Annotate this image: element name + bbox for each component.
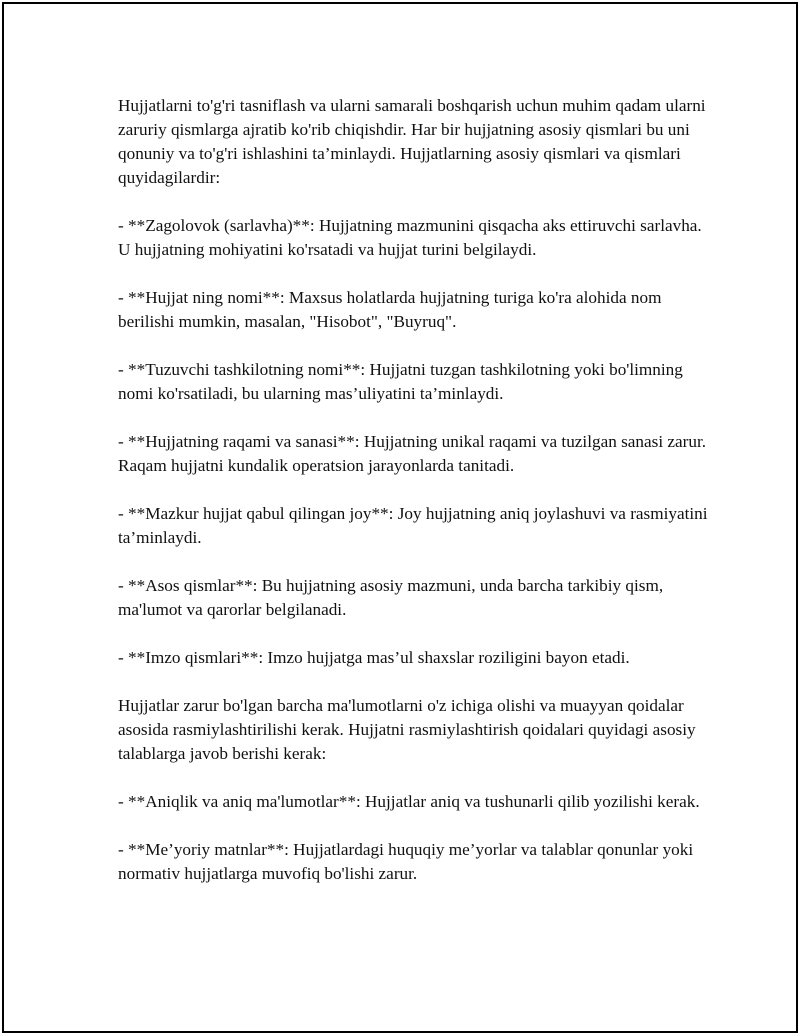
list-item-aniqlik: - **Aniqlik va aniq ma'lumotlar**: Hujjatlar aniq va tushunarli qilib yozilishi kerak. xyxy=(118,792,700,811)
rules-paragraph: Hujjatlar zarur bo'lgan barcha ma'lumotlarni o'z ichiga olishi va muayyan qoidalar asosida rasmiylashtirilishi kerak. Hujjatni rasmiylashtirish qoidalari quyidagi asosiy talablarga javob berishi kerak: xyxy=(118,696,696,763)
list-item-hujjat-nomi: - **Hujjat ning nomi**: Maxsus holatlarda hujjatning turiga ko'ra alohida nom berilishi mumkin, masalan, "Hisobot", "Buyruq". xyxy=(118,288,662,331)
list-item-meyoriy-matnlar: - **Me’yoriy matnlar**: Hujjatlardagi huquqiy me’yorlar va talablar qonunlar yoki normativ hujjatlarga muvofiq bo'lishi zarur. xyxy=(118,840,694,883)
list-item-imzo-qismlari: - **Imzo qismlari**: Imzo hujjatga mas’ul shaxslar roziligini bayon etadi. xyxy=(118,648,630,667)
list-item-raqam-sana: - **Hujjatning raqami va sanasi**: Hujjatning unikal raqami va tuzilgan sanasi zarur. Raqam hujjatni kundalik operatsion jarayonlarda tanitadi. xyxy=(118,432,707,475)
intro-paragraph: Hujjatlarni to'g'ri tasniflash va ularni samarali boshqarish uchun muhim qadam ularni zaruriy qismlarga ajratib ko'rib chiqishdir. Har bir hujjatning asosiy qismlari bu uni qonuniy va to'g'ri ishlashini ta’minlaydi. Hujjatlarning asosiy qismlari va qismlari quyidagilardir: xyxy=(118,96,706,187)
list-item-zagolovok: - **Zagolovok (sarlavha)**: Hujjatning mazmunini qisqacha aks ettiruvchi sarlavha. U hujjatning mohiyatini ko'rsatadi va hujjat turini belgilaydi. xyxy=(118,216,702,259)
list-item-asos-qismlar: - **Asos qismlar**: Bu hujjatning asosiy mazmuni, unda barcha tarkibiy qism, ma'lumot va qarorlar belgilanadi. xyxy=(118,576,664,619)
document-body xyxy=(118,94,708,886)
list-item-tuzuvchi-tashkilot: - **Tuzuvchi tashkilotning nomi**: Hujjatni tuzgan tashkilotning yoki bo'limning nomi ko'rsatiladi, bu ularning mas’uliyatini ta’minlaydi. xyxy=(118,360,683,403)
list-item-qabul-joy: - **Mazkur hujjat qabul qilingan joy**: Joy hujjatning aniq joylashuvi va rasmiyatini ta’minlaydi. xyxy=(118,504,708,547)
